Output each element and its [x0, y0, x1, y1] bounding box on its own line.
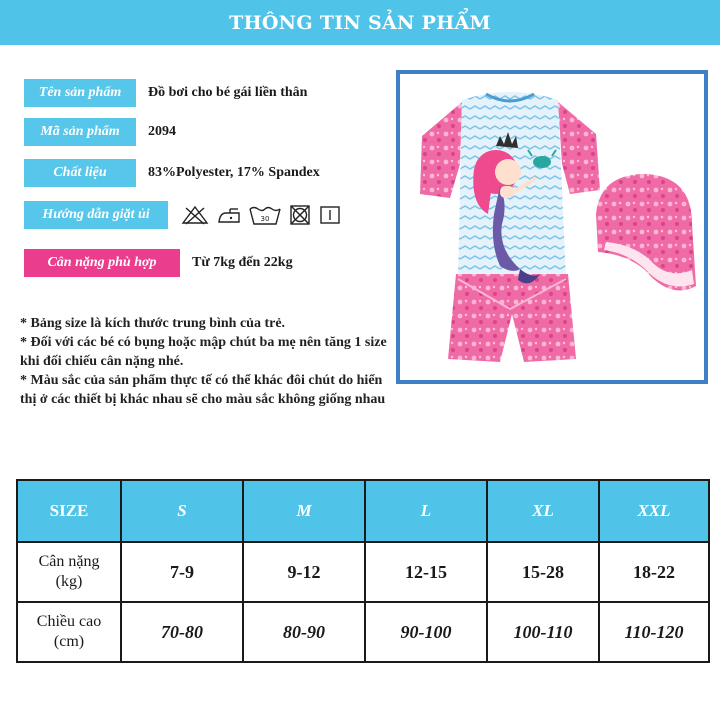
care-icons: [180, 204, 342, 226]
table-cell: 80-90: [243, 602, 365, 662]
size-header-cell: XL: [487, 480, 599, 542]
size-header-cell: M: [243, 480, 365, 542]
page-header: [0, 0, 720, 45]
weight-value: Từ 7kg đến 22kg: [192, 255, 293, 270]
no-tumble-dry-icon: [288, 204, 312, 226]
material-label: Chất liệu: [24, 159, 136, 187]
info-row-wash: [24, 201, 342, 229]
material-value: 83%Polyester, 17% Spandex: [148, 165, 320, 180]
weight-row-label-line1: Cân nặng: [38, 553, 100, 570]
weight-row-label: [17, 542, 121, 602]
height-row-label: [17, 602, 121, 662]
code-value: 2094: [148, 124, 176, 139]
code-label: Mã sản phẩm: [24, 118, 136, 146]
left-sleeve: [420, 102, 462, 198]
product-photo: [396, 70, 708, 384]
size-header-cell: L: [365, 480, 487, 542]
table-cell: 12-15: [365, 542, 487, 602]
size-header-cell: XXL: [599, 480, 709, 542]
info-row-name: [24, 79, 307, 107]
wash-30-icon: [248, 204, 282, 226]
table-cell: 110-120: [599, 602, 709, 662]
page-title: THÔNG TIN SẢN PHẨM: [229, 11, 491, 34]
size-header-cell: S: [121, 480, 243, 542]
swimsuit-illustration: [400, 74, 704, 380]
name-label: Tên sản phẩm: [24, 79, 136, 107]
iron-icon: [216, 204, 242, 226]
table-cell: 70-80: [121, 602, 243, 662]
weight-row-label-line2: (kg): [55, 573, 83, 590]
size-header-cell: SIZE: [17, 480, 121, 542]
table-cell: 9-12: [243, 542, 365, 602]
table-cell: 7-9: [121, 542, 243, 602]
table-cell: 90-100: [365, 602, 487, 662]
info-row-material: [24, 159, 320, 187]
right-sleeve: [558, 102, 600, 194]
info-row-code: [24, 118, 176, 146]
legs: [448, 274, 576, 362]
size-table: [16, 479, 710, 663]
height-row-label-line1: Chiều cao: [36, 613, 102, 630]
table-cell: 100-110: [487, 602, 599, 662]
note-2: * Đối với các bé có bụng hoặc mập chút ba mẹ nên tăng 1 size khi đối chiếu cân nặng nhé.: [20, 335, 387, 369]
note-1: * Bảng size là kích thước trung bình của trẻ.: [20, 316, 286, 331]
sun-hat: [596, 174, 696, 290]
no-bleach-icon: [180, 204, 210, 226]
table-cell: 18-22: [599, 542, 709, 602]
height-row: [17, 602, 709, 662]
weight-row: [17, 542, 709, 602]
info-row-weight: [24, 249, 293, 277]
name-value: Đồ bơi cho bé gái liền thân: [148, 85, 308, 100]
table-cell: 15-28: [487, 542, 599, 602]
size-header-row: [17, 480, 709, 542]
weight-label: Cân nặng phù hợp: [24, 249, 180, 277]
wash-temp: 30: [260, 215, 270, 223]
height-row-label-line2: (cm): [53, 633, 85, 650]
note-3: * Màu sắc của sản phẩm thực tế có thể khác đôi chút do hiển thị ở các thiết bị khác nhau sẽ cho màu sắc không giống nhau: [20, 373, 386, 407]
wash-label: Hướng dẫn giặt ủi: [24, 201, 168, 229]
notes: [20, 314, 390, 409]
hang-dry-icon: [318, 204, 342, 226]
